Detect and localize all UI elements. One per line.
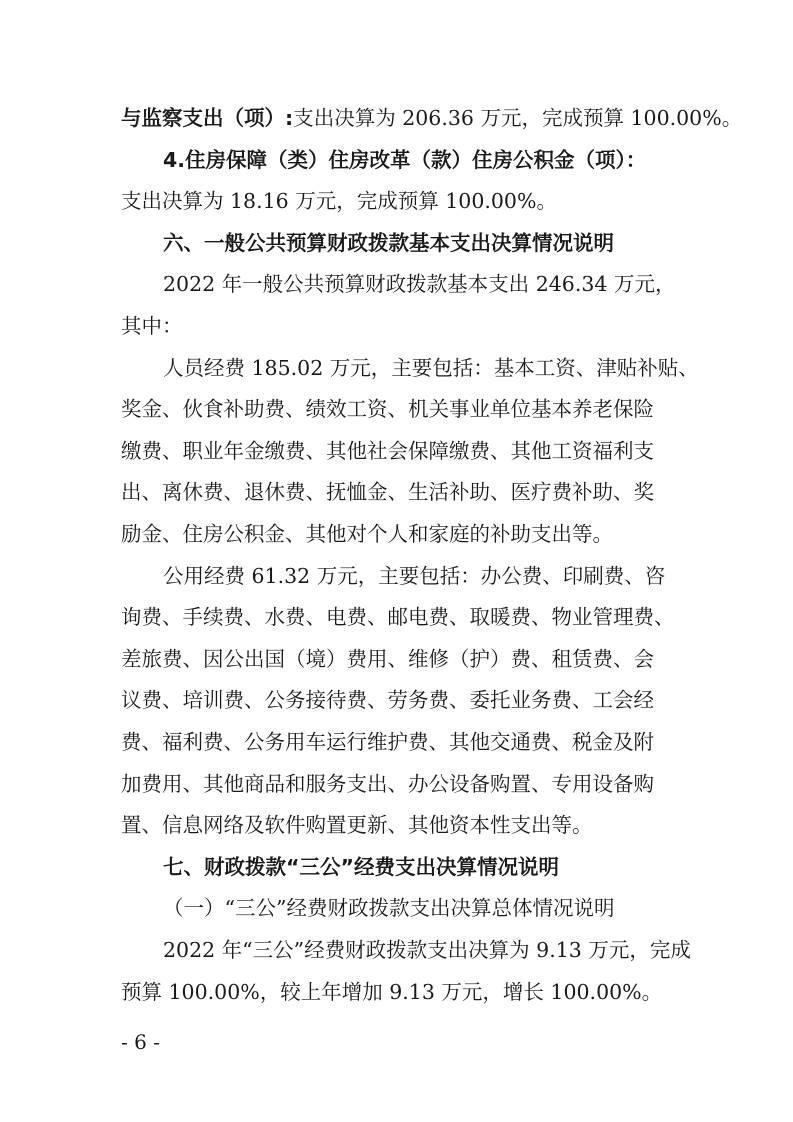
paragraph-line bbox=[0, 562, 793, 590]
paragraph-line bbox=[0, 603, 793, 631]
paragraph-line bbox=[0, 104, 793, 132]
text-run: 人员经费 185.02 万元，主要包括：基本工资、津贴补贴、 bbox=[163, 355, 699, 380]
bold-run: 与监察支出（项）: bbox=[121, 106, 294, 130]
text-run: 加费用、其他商品和服务支出、办公设备购置、专用设备购 bbox=[121, 771, 654, 796]
text-run: 其中： bbox=[121, 314, 183, 338]
text-run: 奖金、伙食补助费、绩效工资、机关事业单位基本养老保险 bbox=[121, 397, 654, 422]
text-run: 出、离休费、退休费、抚恤金、生活补助、医疗费补助、奖 bbox=[121, 480, 654, 505]
text-run: 费、福利费、公务用车运行维护费、其他交通费、税金及附 bbox=[121, 730, 654, 754]
paragraph-line bbox=[0, 395, 793, 423]
section-heading-6 bbox=[0, 229, 793, 257]
text-run: 差旅费、因公出国（境）费用、维修（护）费、租赁费、会 bbox=[121, 646, 654, 671]
paragraph-line bbox=[0, 312, 793, 340]
paragraph-line bbox=[0, 936, 793, 964]
text-run: 缴费、职业年金缴费、其他社会保障缴费、其他工资福利支 bbox=[121, 438, 654, 463]
text-run: 议费、培训费、公务接待费、劳务费、委托业务费、工会经 bbox=[121, 688, 654, 713]
paragraph-line bbox=[0, 187, 793, 215]
paragraph-line bbox=[0, 645, 793, 673]
paragraph-line bbox=[0, 728, 793, 756]
section-heading-7 bbox=[0, 853, 793, 881]
page-number: - 6 - bbox=[121, 1030, 160, 1054]
paragraph-line bbox=[0, 770, 793, 798]
heading-text: 六、一般公共预算财政拨款基本支出决算情况说明 bbox=[163, 230, 614, 255]
text-run: 支出决算为 18.16 万元，完成预算 100.00%。 bbox=[121, 189, 557, 214]
heading-text: 七、财政拨款“三公”经费支出决算情况说明 bbox=[163, 854, 559, 879]
text-run: 励金、住房公积金、其他对个人和家庭的补助支出等。 bbox=[121, 522, 613, 546]
paragraph-line bbox=[0, 978, 793, 1006]
text-run: 公用经费 61.32 万元，主要包括：办公费、印刷费、咨 bbox=[163, 563, 666, 588]
subheading-line bbox=[0, 146, 793, 174]
subsection-heading bbox=[0, 894, 793, 922]
text-run: 支出决算为 206.36 万元，完成预算 100.00%。 bbox=[293, 106, 743, 130]
text-run: （一）“三公”经费财政拨款支出决算总体情况说明 bbox=[163, 896, 615, 921]
text-run: 询费、手续费、水费、电费、邮电费、取暖费、物业管理费、 bbox=[121, 605, 675, 630]
bold-run: 4.住房保障（类）住房改革（款）住房公积金（项）： bbox=[163, 147, 647, 172]
paragraph-line bbox=[0, 437, 793, 465]
paragraph-line bbox=[0, 354, 793, 382]
paragraph-line bbox=[0, 270, 793, 298]
text-run: 预算 100.00%，较上年增加 9.13 万元，增长 100.00%。 bbox=[121, 979, 663, 1004]
paragraph-line bbox=[0, 478, 793, 506]
text-run: 2022 年“三公”经费财政拨款支出决算为 9.13 万元，完成 bbox=[163, 938, 691, 962]
paragraph-line bbox=[0, 686, 793, 714]
text-run: 置、信息网络及软件购置更新、其他资本性支出等。 bbox=[121, 813, 593, 838]
text-run: 2022 年一般公共预算财政拨款基本支出 246.34 万元， bbox=[163, 272, 676, 297]
paragraph-line bbox=[0, 520, 793, 548]
paragraph-line bbox=[0, 811, 793, 839]
